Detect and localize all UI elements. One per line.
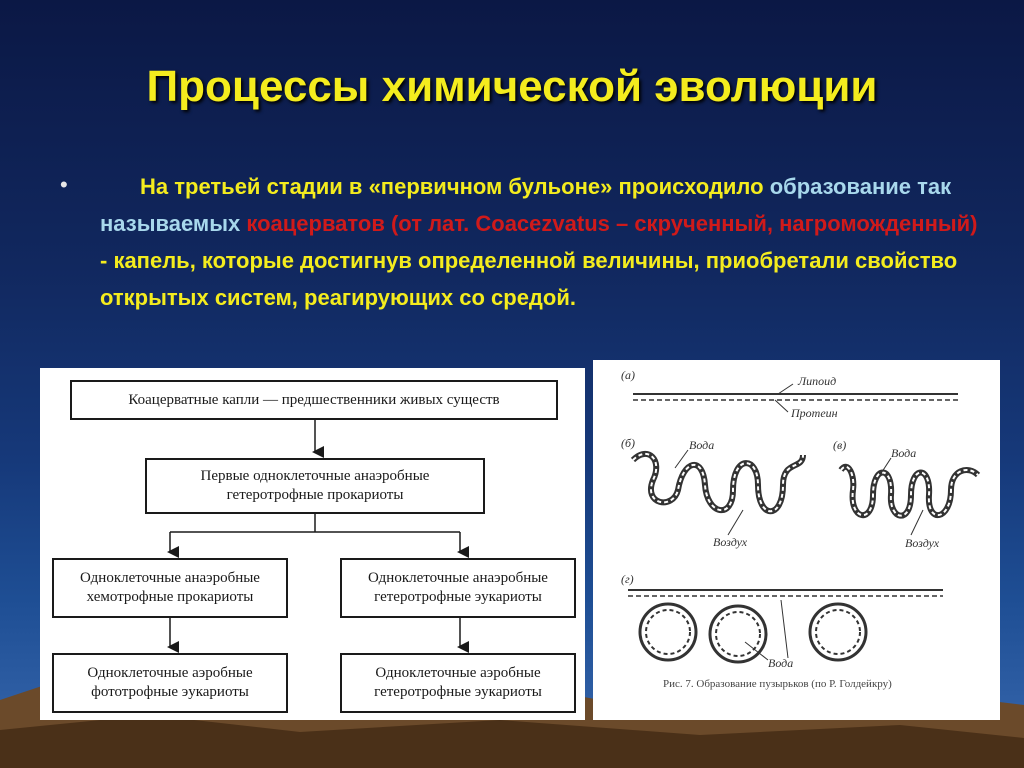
flow-box-text: Коацерватные капли — предшественники живых существ <box>128 391 500 408</box>
flow-box-text: Одноклеточные анаэробные <box>80 570 260 586</box>
evolution-flowchart <box>40 368 585 720</box>
air-label-b: Воздух <box>713 535 748 549</box>
flow-box-heterotrophic-eukaryotes-aerobic <box>340 653 576 713</box>
bullet-paragraph <box>100 168 980 316</box>
flow-box-text: Одноклеточные аэробные <box>87 665 253 681</box>
bullet-marker: • <box>60 172 68 197</box>
water-label-g: Вода <box>768 656 794 670</box>
paragraph-part-4: - капель, которые достигнув определенной величины, приобретали свойство открытых систем, реагирующих со средой. <box>100 248 958 310</box>
bubble-formation-figure <box>593 360 1000 720</box>
air-label-v: Воздух <box>905 536 940 550</box>
paragraph-part-1: На третьей стадии в «первичном бульоне» происходило <box>140 174 764 199</box>
protein-label: Протеин <box>791 406 838 420</box>
paragraph-part-3: коацерватов (от лат. Coacezvatus – скрученный, нагроможденный) <box>246 211 978 236</box>
flow-box-text: Одноклеточные анаэробные <box>368 570 548 586</box>
flow-box-text: гетеротрофные эукариоты <box>374 589 542 605</box>
flow-box-text: хемотрофные прокариоты <box>86 589 254 605</box>
flow-box-first-prokaryotes <box>145 458 485 514</box>
slide-title: Процессы химической эволюции <box>146 62 878 111</box>
flow-box-text: гетеротрофные прокариоты <box>226 487 404 503</box>
flow-box-coacervates <box>70 380 558 420</box>
flow-box-text: гетеротрофные эукариоты <box>374 684 542 700</box>
figure-label-b: (б) <box>621 436 636 450</box>
paragraph-part-2: образование так называемых <box>100 174 952 236</box>
lipoid-label: Липоид <box>798 374 837 388</box>
water-label-b: Вода <box>689 438 715 452</box>
flow-box-text: Одноклеточные аэробные <box>375 665 541 681</box>
flow-box-heterotrophic-eukaryotes-anaerobic <box>340 558 576 618</box>
flow-box-phototrophic-eukaryotes <box>52 653 288 713</box>
figure-caption: Рис. 7. Образование пузырьков (по Р. Голдейкру) <box>663 678 892 690</box>
flow-box-chemotrophic-prokaryotes <box>52 558 288 618</box>
flow-box-text: фототрофные эукариоты <box>91 684 249 700</box>
figure-label-g: (г) <box>621 572 634 586</box>
flow-box-text: Первые одноклеточные анаэробные <box>200 468 430 484</box>
figure-label-v: (в) <box>833 438 847 452</box>
water-label-v: Вода <box>891 446 917 460</box>
figure-label-a: (а) <box>621 368 635 382</box>
